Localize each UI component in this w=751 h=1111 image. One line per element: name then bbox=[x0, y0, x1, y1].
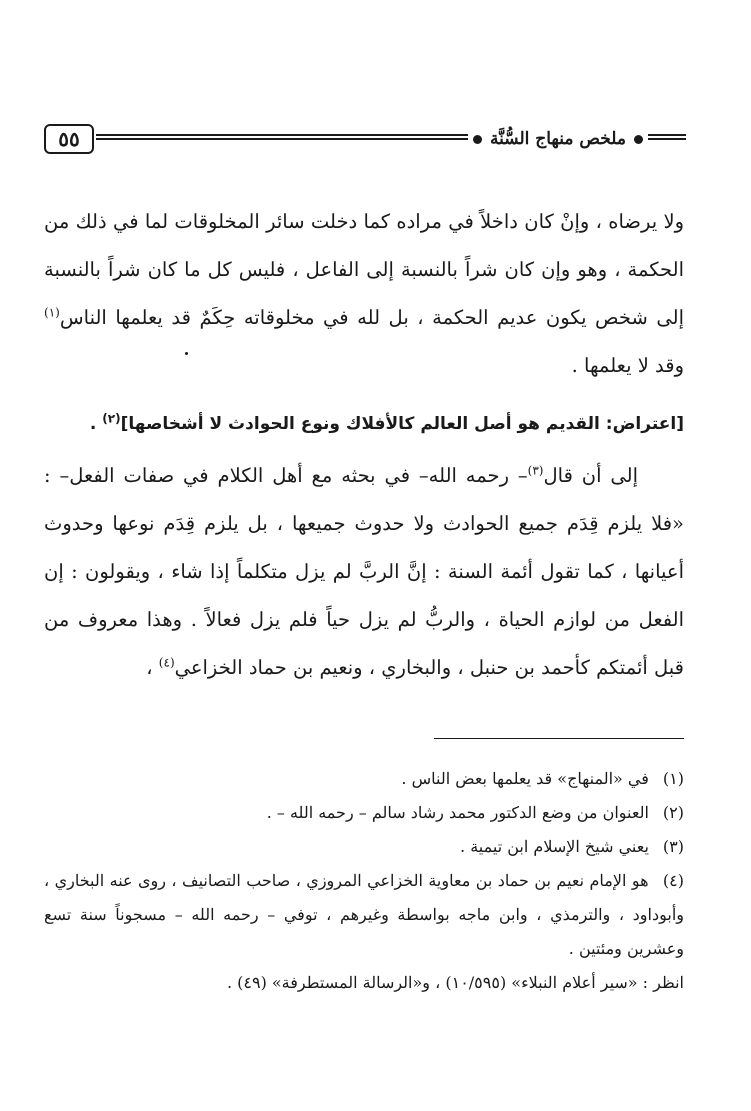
footnote-number: (٣) bbox=[662, 837, 684, 856]
footnote-text: في «المنهاج» قد يعلمها بعض الناس . bbox=[401, 769, 649, 788]
paragraph-2-text: – رحمه الله– في بحثه مع أهل الكلام في صفات الفعل– : «فلا يلزم قِدَم جميع الحوادث ولا حدوث جميعها ، بل يلزم قِدَم نوعها وحدوث أعيانها ، كما تقول أئمة السنة : إنَّ الربَّ لم يزل متكلماً إذا شاء ، ويقولون : إن الفعل من لوازم الحياة ، والربُّ لم يزل حياً فلم يزل فعالاً . وهذا معروف من قبل أئمتكم كأحمد بن حنبل ، والبخاري ، ونعيم بن حماد الخزاعي bbox=[44, 464, 684, 679]
header-rule-short bbox=[648, 134, 686, 140]
footnotes bbox=[44, 762, 684, 1000]
bullet-icon bbox=[634, 135, 643, 144]
footnote-1 bbox=[44, 762, 684, 796]
paragraph-1 bbox=[44, 198, 684, 390]
paragraph-2-tail: ، bbox=[146, 656, 159, 679]
objection-heading bbox=[44, 408, 684, 440]
bullet-icon bbox=[473, 135, 482, 144]
footnote-separator bbox=[434, 738, 684, 739]
page-number: ٥٥ bbox=[44, 124, 94, 154]
objection-heading-text: [اعتراض: القديم هو أصل العالم كالأفلاك ونوع الحوادث لا أشخاصها] bbox=[120, 414, 684, 434]
paragraph-1-text: ولا يرضاه ، وإنْ كان داخلاً في مراده كما دخلت سائر المخلوقات لما في ذلك من الحكمة ، وهو وإن كان شراً بالنسبة إلى الفاعل ، فليس كل ما كان شراً بالنسبة إلى شخص يكون عديم الحكمة ، بل لله في مخلوقاته حِكَمٌ قد يعلمها الناس bbox=[44, 210, 684, 329]
footnote-4 bbox=[44, 864, 684, 966]
running-title-text: ملخص منهاج السُّنَّة bbox=[490, 129, 626, 149]
footnote-ref-2[interactable]: (٢) bbox=[102, 411, 121, 426]
footnote-number: (٤) bbox=[662, 871, 684, 890]
footnote-text: يعني شيخ الإسلام ابن تيمية . bbox=[460, 837, 649, 856]
main-text bbox=[44, 198, 684, 692]
footnote-ref-1[interactable]: (١) bbox=[44, 305, 60, 320]
paragraph-2 bbox=[44, 452, 684, 692]
running-title bbox=[468, 124, 648, 154]
footnote-3 bbox=[44, 830, 684, 864]
footnote-text: العنوان من وضع الدكتور محمد رشاد سالم – رحمه الله – . bbox=[266, 803, 649, 822]
footnote-number: (١) bbox=[662, 769, 684, 788]
footnote-number: (٢) bbox=[662, 803, 684, 822]
print-speck bbox=[185, 352, 188, 355]
footnote-2 bbox=[44, 796, 684, 830]
footnote-text: هو الإمام نعيم بن حماد بن معاوية الخزاعي المروزي ، صاحب التصانيف ، روى عنه البخاري ، وأبوداود ، والترمذي ، وابن ماجه بواسطة وغيرهم ، توفي – رحمه الله – مسجوناً سنة تسع وعشرين ومئتين . bbox=[44, 871, 684, 958]
page-header bbox=[44, 122, 686, 162]
paragraph-2-lead: إلى أن قال bbox=[543, 464, 638, 487]
footnote-ref-4[interactable]: (٤) bbox=[158, 655, 175, 670]
footnote-4-reference: انظر : «سير أعلام النبلاء» (١٠/٥٩٥) ، و«الرسالة المستطرفة» (٤٩) . bbox=[226, 973, 684, 992]
paragraph-1-tail: وقد لا يعلمها . bbox=[571, 354, 684, 377]
footnote-ref-3[interactable]: (٣) bbox=[527, 463, 544, 478]
objection-heading-tail: . bbox=[89, 414, 103, 434]
header-rule-long bbox=[96, 134, 468, 140]
